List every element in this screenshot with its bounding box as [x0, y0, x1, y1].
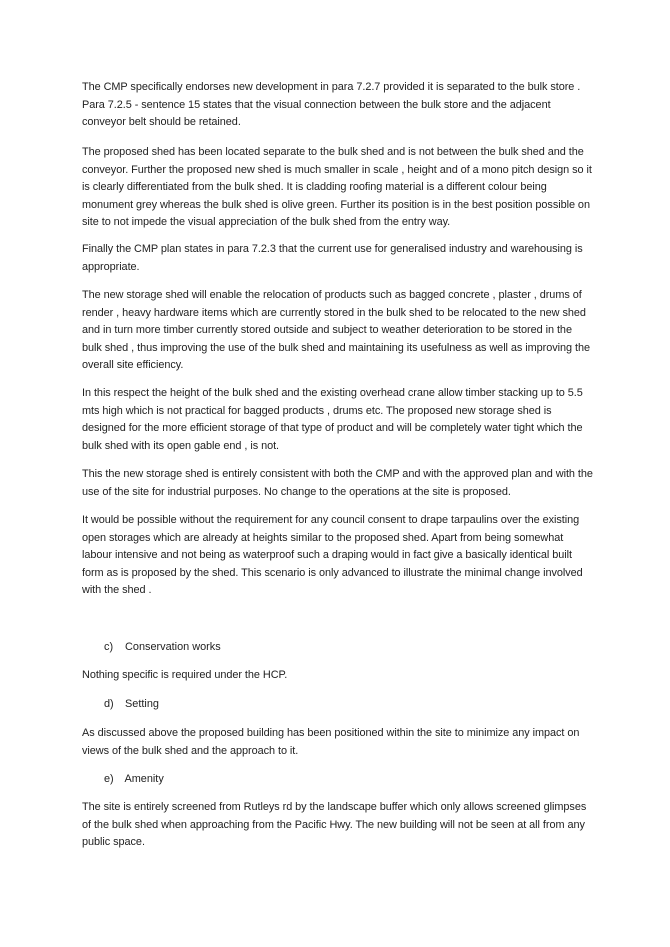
paragraph-bulk-shed-height: In this respect the height of the bulk shed and the existing overhead crane allow timber stacking up to 5.5 mts high which is not practical for bagged products , drums etc. The proposed new storage shed is designed for the more efficient storage of that type of product and will be completely water tight which the bulk shed with its open gable end , is not.: [82, 387, 583, 452]
section-title: Setting: [125, 698, 159, 710]
section-number: e): [104, 773, 114, 785]
paragraph-consistency: This the new storage shed is entirely consistent with both the CMP and with the approved plan and with the use of the site for industrial purposes. No change to the operations at the site is proposed.: [82, 468, 593, 498]
paragraph-tarpaulins: It would be possible without the requirement for any council consent to drape tarpaulins over the existing open storages which are already at heights similar to the proposed shed. Apart from being somewhat labour intensive and not being as waterproof such a draping would in fact give a basically identical built form as is proposed by the shed. This scenario is only advanced to illustrate the minimal change involved with the shed .: [82, 514, 583, 597]
section-title: Amenity: [124, 773, 164, 785]
section-heading-conservation-works: [104, 639, 221, 657]
section-title: Conservation works: [125, 641, 221, 653]
section-heading-amenity: [104, 771, 164, 789]
paragraph-conservation-works: Nothing specific is required under the HCP.: [82, 669, 288, 681]
paragraph-current-use: Finally the CMP plan states in para 7.2.3 that the current use for generalised industry and warehousing is appropriate.: [82, 243, 583, 273]
paragraph-shed-location: The proposed shed has been located separate to the bulk shed and is not between the bulk shed and the conveyor. Further the proposed new shed is much smaller in scale , height and of a mono pitch design so it is clearly differentiated from the bulk shed. It is cladding roofing material is a different colour being monument grey whereas the bulk shed is olive green. Further its position is in the best position possible on site to not impede the visual appreciation of the bulk shed from the entry way.: [82, 146, 592, 229]
section-number: c): [104, 641, 114, 653]
paragraph-amenity: The site is entirely screened from Rutleys rd by the landscape buffer which only allows screened glimpses of the bulk shed when approaching from the Pacific Hwy. The new building will not be seen at all from any public space.: [82, 801, 587, 849]
section-number: d): [104, 698, 114, 710]
paragraph-cmp-endorsement: The CMP specifically endorses new development in para 7.2.7 provided it is separated to the bulk store . Para 7.2.5 - sentence 15 states that the visual connection between the bulk store and the adjacent conveyor belt should be retained.: [82, 81, 581, 129]
paragraph-storage-relocation: The new storage shed will enable the relocation of products such as bagged concrete , plaster , drums of render , heavy hardware items which are currently stored in the bulk shed to be relocated to the new shed and in turn more timber currently stored outside and subject to weather deterioration to be stored in the bulk shed , thus improving the use of the bulk shed and maintaining its usefulness as well as improving the overall site efficiency.: [82, 289, 591, 372]
paragraph-setting: As discussed above the proposed building has been positioned within the site to minimize any impact on views of the bulk shed and the approach to it.: [82, 727, 580, 757]
section-heading-setting: [104, 696, 159, 714]
